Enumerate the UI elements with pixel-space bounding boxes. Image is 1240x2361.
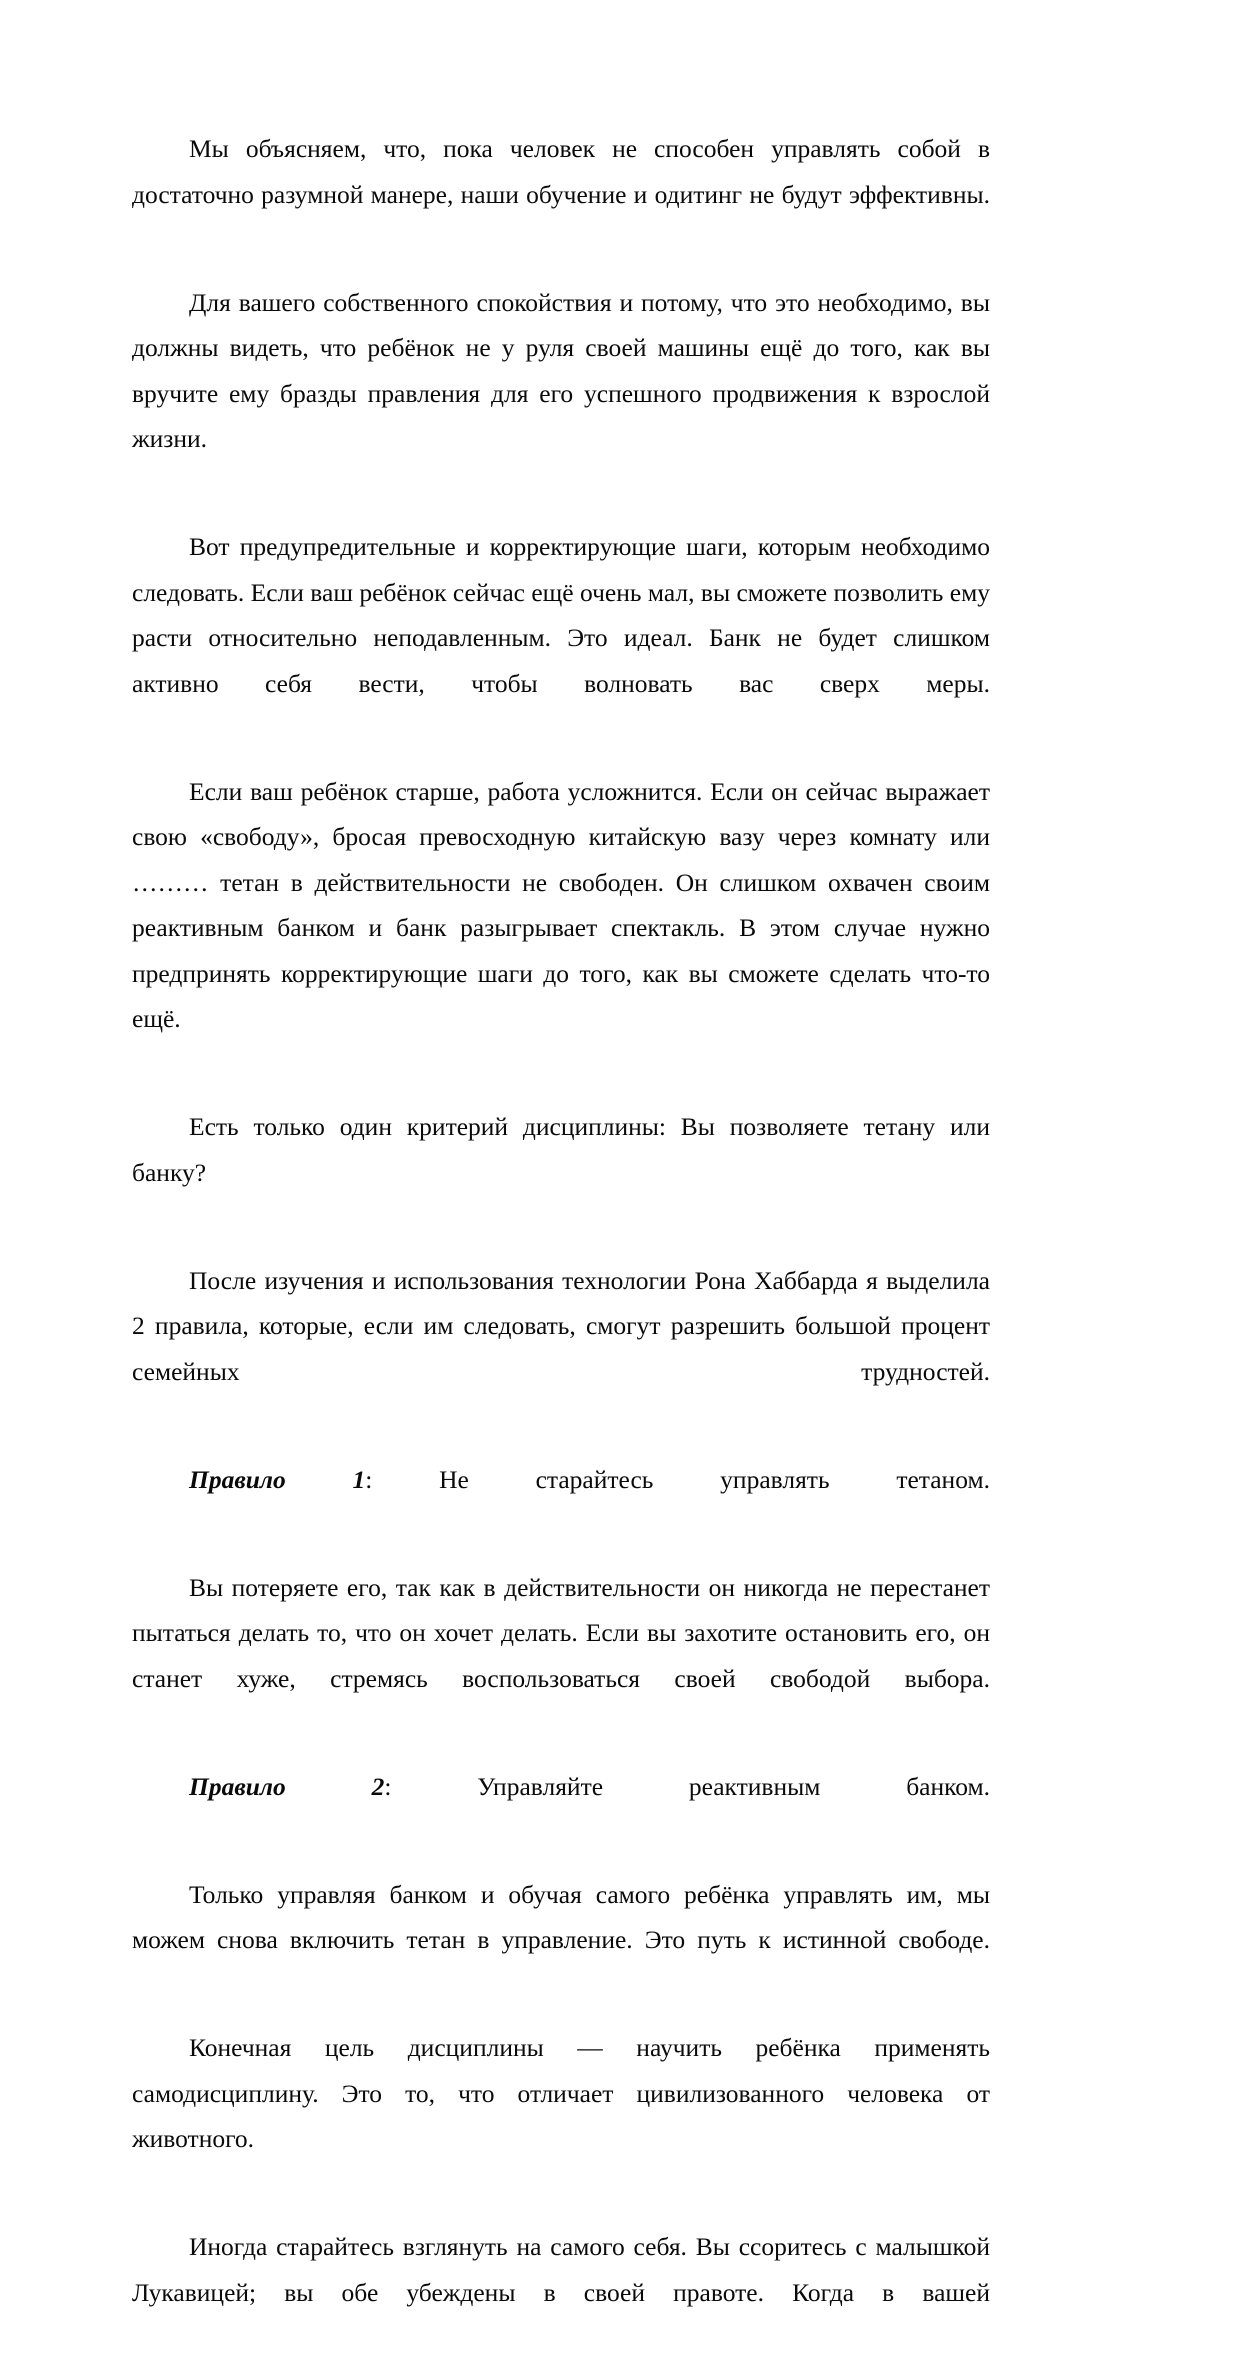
paragraph-10: Иногда старайтесь взглянуть на самого себя. Вы ссоритесь с малышкой Лукавицей; вы обе убеждены в своей правоте. Когда в вашей (132, 2232, 990, 2307)
paragraph-3: Вот предупредительные и корректирующие шаги, которым необходимо следовать. Если ваш ребёнок сейчас ещё очень мал, вы сможете позволить ему расти относительно неподавленным. Это идеал. Банк не будет слишком активно себя вести, чтобы волновать вас сверх меры. (132, 532, 990, 698)
paragraph-1: Мы объясняем, что, пока человек не способен управлять собой в достаточно разумной манере, наши обучение и одитинг не будут эффективны. (132, 134, 990, 209)
paragraph-4: Если ваш ребёнок старше, работа усложнится. Если он сейчас выражает свою «свободу», бросая превосходную китайскую вазу через комнату или ……… тетан в действительности не свободен. Он слишком охвачен своим реактивным банком и банк разыгрывает спектакль. В этом случае нужно предпринять корректирующие шаги до того, как вы сможете сделать что-то ещё. (132, 776, 990, 1033)
rule-2-label: Правило 2 (189, 1771, 385, 1801)
paragraph-7: Вы потеряете его, так как в действительности он никогда не перестанет пытаться делать то, что он хочет делать. Если вы захотите остановить его, он станет хуже, стремясь воспользоваться своей свободой выбора. (132, 1572, 990, 1693)
paragraph-9: Конечная цель дисциплины — научить ребёнка применять самодисциплину. Это то, что отличает цивилизованного человека от животного. (132, 2033, 990, 2153)
paragraph-5: Есть только один критерий дисциплины: Вы позволяете тетану или банку? (132, 1112, 990, 1187)
rule-1-text: : Не старайтесь управлять тетаном. (365, 1464, 990, 1494)
body-text-column (132, 126, 990, 2361)
paragraph-rule-2 (132, 1764, 990, 1855)
paragraph-2: Для вашего собственного спокойствия и потому, что это необходимо, вы должны видеть, что ребёнок не у руля своей машины ещё до того, как вы вручите ему бразды правления для его успешного продвижения к взрослой жизни. (132, 287, 990, 453)
rule-2-text: : Управляйте реактивным банком. (384, 1771, 990, 1801)
paragraph-6: После изучения и использования технологии Рона Хаббарда я выделила 2 правила, которые, если им следовать, смогут разрешить большой процент семейных трудностей. (132, 1265, 990, 1386)
rule-1-label: Правило 1 (189, 1464, 366, 1494)
paragraph-rule-1 (132, 1457, 990, 1548)
paragraph-8: Только управляя банком и обучая самого ребёнка управлять им, мы можем снова включить тетан в управление. Это путь к истинной свободе. (132, 1879, 990, 1954)
